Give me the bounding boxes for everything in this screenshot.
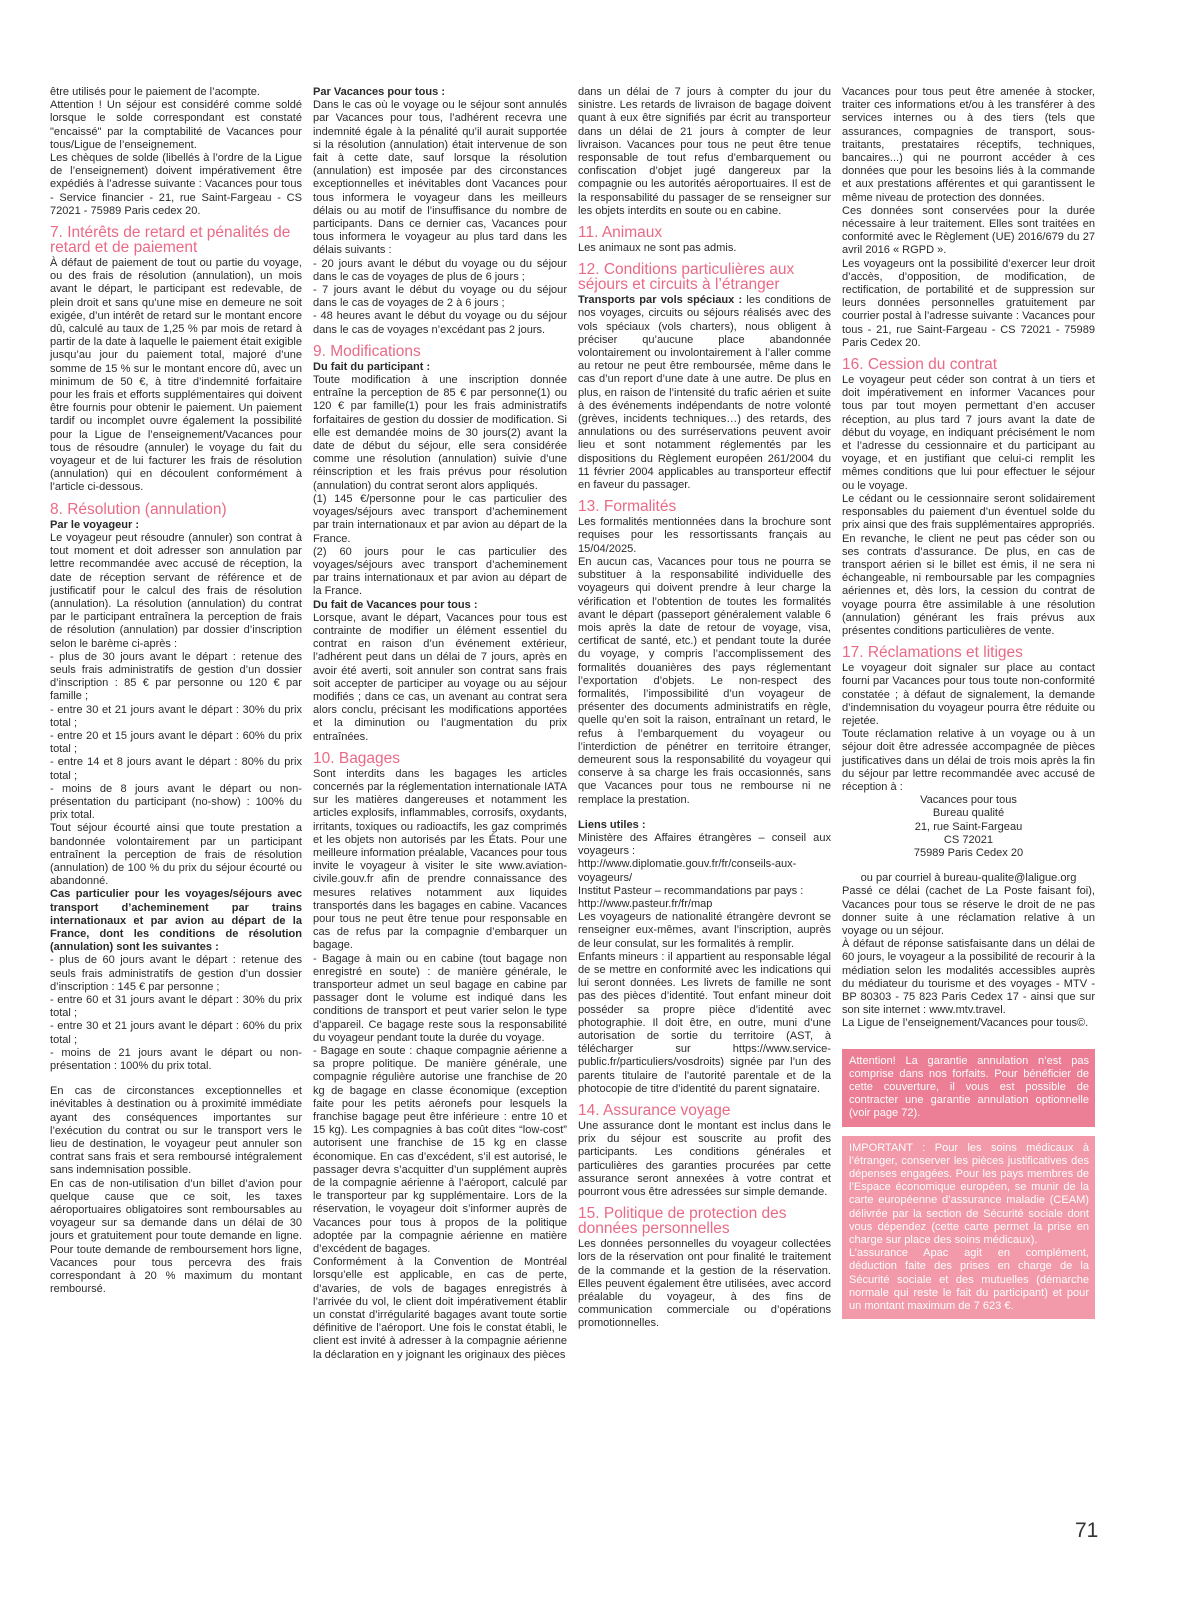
list-item: - moins de 8 jours avant le départ ou non-présentation du participant (no-show) : 100% du prix total. [50, 782, 302, 822]
paragraph: Institut Pasteur – recommandations par pays : [578, 884, 804, 897]
subheading: Liens utiles : [578, 818, 646, 831]
medical-important-box [842, 1136, 1095, 1320]
address-line: Bureau qualité [932, 807, 1005, 820]
section-heading-14: 14. Assurance voyage [578, 1102, 731, 1120]
page-number: 71 [1075, 1519, 1099, 1542]
paragraph: - Bagage à main ou en cabine (tout bagage non enregistré en soute) : de manière générale, le transporteur admet un seul bagage en cabine par passager dont le volume est indiqué dans les conditions de transport et peut varier selon le type d’appareil. Ce bagage reste sous la responsabilité du voyageur pendant toute la durée du voyage. [313, 952, 567, 1044]
paragraph: (2) 60 jours pour le cas particulier des voyages/séjours avec transport d’acheminement par trains internationaux et par avion au départ de la France. [313, 545, 567, 598]
paragraph: dans un délai de 7 jours à compter du jour du sinistre. Les retards de livraison de bagage doivent quant à eux être signifiés par écrit au transporteur dans un délai de 21 jours à compter de leur livraison. Vacances pour tous ne peut être tenue responsable de tout refus d’embarquement ou confiscation d’objet jugé dangereux par la compagnie ou les autorités aéroportuaires. Il est de la responsabilité du passager de se renseigner sur les objets interdits en soute ou en cabine. [578, 86, 831, 217]
section-heading-8: 8. Résolution (annulation) [50, 500, 227, 518]
address-line: CS 72021 [943, 833, 994, 846]
list-item: - plus de 60 jours avant le départ : retenue des seuls frais administratifs de gestion d’un dossier d’inscription : 145 € par personne ; [50, 954, 302, 993]
subheading: Par Vacances pour tous : [313, 86, 445, 98]
paragraph: Les voyageurs de nationalité étrangère devront se renseigner eux-mêmes, avant l’inscription, auprès de leur consulat, sur les formalités à remplir. [578, 911, 831, 950]
cancellation-warning-box [842, 1049, 1095, 1127]
link-diplomatie[interactable]: http://www.diplomatie.gouv.fr/fr/conseils-aux-voyageurs/ [578, 858, 797, 884]
spacer [578, 807, 831, 819]
section-heading-10: 10. Bagages [313, 749, 401, 767]
list-item: - 48 heures avant le début du voyage ou du séjour dans le cas de voyages n’excédant pas 2 jours. [313, 310, 567, 336]
paragraph: Conformément à la Convention de Montréal lorsqu’elle est applicable, en cas de perte, d’avaries, de vols de bagages enregistrés à l’arrivée du vol, le client doit impérativement établir un constat d’irrégularité bagages avant toute sortie définitive de l’aéroport. Une fois le constat établi, le client est invité à adresser à la compagnie aérienne la déclaration en y joignant les originaux des pièces [313, 1256, 567, 1361]
subheading-inline: Transports par vols spéciaux : [578, 294, 743, 307]
column-2 [313, 86, 567, 1362]
box-text: IMPORTANT : Pour les soins médicaux à l’étranger, conserver les pièces justificatives des dépenses engagées. Pour les pays membres de l’Espace économique européen, se munir de la carte européenne d’assurance maladie (CEAM) délivrée par la section de Sécurité sociale dont vous dépendez (cette carte permet la prise en charge sur place des soins médicaux). [849, 1141, 1089, 1247]
paragraph: Les données personnelles du voyageur collectées lors de la réservation ont pour finalité le traitement de la commande et la gestion de la réservation. Elles peuvent également être utilisées, avec accord préalable du voyageur, à des fins de communication commerciale ou d’opérations promotionnelles. [578, 1238, 831, 1330]
paragraph: Le voyageur peut céder son contrat à un tiers et doit impérativement en informer Vacances pour tous par tout moyen permettant d’en accuser réception, au plus tard 7 jours avant la date de début du voyage, en indiquant précisément le nom et l’adresse du cessionnaire et du participant au voyage, et en justifiant que celui-ci remplit les mêmes conditions que lui pour effectuer le séjour ou le voyage. [842, 374, 1095, 492]
column-3 [578, 86, 831, 1331]
section-heading-15: 15. Politique de protection des données personnelles [578, 1205, 787, 1238]
box-text: L’assurance Apac agit en complément, déduction faite des prises en charge de la Sécurité sociale et des mutuelles (démarche normale qui reste le fait du participant) et pour un montant maximum de 7 623 €. [849, 1247, 1089, 1313]
subheading: Du fait du participant : [313, 360, 431, 373]
column-1 [50, 86, 302, 1296]
list-item: - 20 jours avant le début du voyage ou du séjour dans le cas de voyages de plus de 6 jours ; [313, 257, 567, 283]
paragraph: Enfants mineurs : il appartient au responsable légal de se mettre en conformité avec les indications qui lui seront données. Les livrets de famille ne sont pas des pièces d’identité. Tout enfant mineur doit posséder sa propre pièce d’identité avec photographie. Il doit être, en outre, muni d’une autorisation de sortie du territoire (AST, à télécharger sur https://www.service-public.fr/particuliers/vosdroits) signée par l’un des parents titulaire de l’autorité parentale et de la photocopie de titre d’identité du parent signataire. [578, 950, 831, 1095]
paragraph: être utilisés pour le paiement de l’acompte. [50, 86, 261, 98]
section-heading-12: 12. Conditions particulières aux séjours et circuits à l’étranger [578, 261, 795, 294]
address-line: 75989 Paris Cedex 20 [913, 846, 1024, 859]
paragraph: Tout séjour écourté ainsi que toute prestation a bandonnée volontairement par un participant entraînent la perception de frais de résolution (annulation) de 100 % du prix du séjour écourté ou abandonné. [50, 822, 302, 888]
paragraph: À défaut de paiement de tout ou partie du voyage, ou des frais de résolution (annulation), un mois avant le départ, le participant est redevable, de plein droit et sans qu’une mise en demeure ne soit exigée, d’un intérêt de retard sur le montant encore dû, calculé au taux de 1,25 % par mois de retard à partir de la date à laquelle le paiement était exigible jusqu’au jour du paiement total, majoré d’une somme de 15 % sur le montant encore dû, avec un minimum de 50 €, à titre d’indemnité forfaitaire pour les frais et efforts supplémentaires qui doivent être fournis pour obtenir le paiement. Un paiement tardif ou incomplet ouvre également la possibilité pour la Ligue de l’enseignement/Vacances pour tous de résoudre (annuler) le voyage du fait du voyageur et de lui facturer les frais de résolution (annulation) qui en découlent conformément à l’article ci-dessous. [50, 257, 302, 494]
paragraph: Les voyageurs ont la possibilité d’exercer leur droit d’accès, d’opposition, de modification, de rectification, de portabilité et de suppression sur leurs données personnelles gratuitement par courrier postal à l’adresse suivante : Vacances pour tous - 21, rue Saint-Fargeau - CS 72021 - 75989 Paris Cedex 20. [842, 257, 1095, 349]
address-line: Vacances pour tous [920, 794, 1017, 807]
list-item: - moins de 21 jours avant le départ ou non-présentation : 100% du prix total. [50, 1046, 302, 1073]
paragraph: Attention ! Un séjour est considéré comme soldé lorsque le solde correspondant est constaté "encaissé" par la comptabilité de Vacances pour tous/Ligue de l’enseignement. [50, 99, 302, 151]
paragraph: Les animaux ne sont pas admis. [578, 242, 737, 255]
section-heading-11: 11. Animaux [578, 224, 663, 242]
box-text: Attention! La garantie annulation n’est pas comprise dans nos forfaits. Pour bénéficier de cette couverture, il vous est possible de contracter une garantie annulation optionnelle (voir page 72). [849, 1054, 1089, 1120]
spacer [50, 1073, 302, 1085]
subheading: Par le voyageur : [50, 518, 140, 531]
paragraph: Le cédant ou le cessionnaire seront solidairement responsables du paiement d’un éventuel solde du prix ainsi que des frais supplémentaires appropriés. En revanche, le client ne peut pas céder son ou ses contrats d’assurance. De plus, en cas de transport aérien si le billet est émis, il ne sera ni échangeable, ni remboursable par les compagnies aériennes et, dès lors, la cession du contrat de voyage pourra être assimilable à une résolution (annulation) générant les frais prévus aux présentes conditions particulières de vente. [842, 492, 1095, 637]
list-item: - entre 30 et 21 jours avant le départ : 60% du prix total ; [50, 1020, 302, 1046]
section-heading-7: 7. Intérêts de retard et pénalités de retard et de paiement [50, 224, 291, 257]
paragraph: Le voyageur peut résoudre (annuler) son contrat à tout moment et doit adresser son annulation par lettre recommandée avec accusé de réception, la date de réception servant de référence et de justificatif pour le calcul des frais de résolution (annulation). La résolution (annulation) du contrat par le participant entraînera la perception de frais de résolution (annulation) par dossier d’inscription selon le barème ci-après : [50, 531, 302, 650]
address-line: 21, rue Saint-Fargeau [914, 820, 1023, 833]
paragraph: Lorsque, avant le départ, Vacances pour tous est contrainte de modifier un élément essentiel du contrat en raison d’un événement extérieur, l’adhérent peut dans un délai de 7 jours, après en avoir été averti, soit annuler son contrat sans frais soit accepter de participer au voyage ou au séjour modifiés ; dans ce cas, un avenant au contrat sera alors conclu, précisant les modifications apportées et la diminution ou l’augmentation du prix entraînées. [313, 611, 567, 743]
paragraph: Les chèques de solde (libellés à l’ordre de la Ligue de l’enseignement) doivent impérativement être expédiés à l’adresse suivante : Vacances pour tous - Service financier - 21, rue Saint-Fargeau - CS 72021 - 75989 Paris cedex 20. [50, 152, 302, 217]
list-item: - plus de 30 jours avant le départ : retenue des seuls frais administratifs de gestion d’un dossier d’inscription : 85 € par personne ou 120 € par famille ; [50, 650, 302, 703]
paragraph: Une assurance dont le montant est inclus dans le prix du séjour est souscrite au profit des participants. Les conditions générales et particulières des garanties procurées par cette assurance seront annexées à votre contrat et pourront vous être adressées sur simple demande. [578, 1120, 831, 1199]
subheading: Cas particulier pour les voyages/séjours avec transport d’acheminement par trains internationaux et par avion au départ de la France, dont les conditions de résolution (annulation) sont les suivantes : [50, 888, 302, 954]
list-item: - entre 30 et 21 jours avant le départ : 30% du prix total ; [50, 703, 302, 729]
paragraph: Passé ce délai (cachet de La Poste faisant foi), Vacances pour tous se réserve le droit de ne pas donner suite à une réclamation relative à un voyage ou un séjour. [842, 885, 1095, 937]
paragraph: À défaut de réponse satisfaisante dans un délai de 60 jours, le voyageur a la possibilité de recourir à la médiation selon les modalités accessibles auprès du médiateur du tourisme et des voyages - MTV - BP 80303 - 75 823 Paris Cedex 17 - ainsi que sur son site internet : www.mtv.travel. [842, 938, 1095, 1017]
spacer [842, 860, 1095, 872]
paragraph: Le voyageur doit signaler sur place au contact fourni par Vacances pour tous toute non-conformité constatée ; à défaut de signalement, la demande d’indemnisation du voyageur pourra être réduite ou rejetée. [842, 662, 1095, 727]
list-item: - entre 60 et 31 jours avant le départ : 30% du prix total ; [50, 994, 302, 1020]
paragraph: Les formalités mentionnées dans la brochure sont requises pour les ressortissants français au 15/04/2025. [578, 516, 831, 555]
paragraph: En cas de circonstances exceptionnelles et inévitables à destination ou à proximité immédiate ayant des conséquences importantes sur l’exécution du contrat ou sur le transport vers le lieu de destination, le voyageur peut annuler son contrat sans frais et sera remboursé intégralement sans indemnisation possible. [50, 1085, 302, 1177]
paragraph: Ministère des Affaires étrangères – conseil aux voyageurs : [578, 831, 831, 858]
section-heading-16: 16. Cession du contrat [842, 356, 998, 374]
list-item: - entre 20 et 15 jours avant le départ : 60% du prix total ; [50, 729, 302, 756]
paragraph: Toute modification à une inscription donnée entraîne la perception de 85 € par personne(1) ou 120 € par famille(1) pour les frais administratifs forfaitaires de gestion du dossier de modification. Si elle est demandée moins de 30 jours(2) avant la date de début du séjour, elle sera considérée comme une résolution (annulation) suivie d’une réinscription et les frais prévus pour résolution (annulation) du contrat seront alors appliqués. [313, 374, 567, 492]
paragraph: Sont interdits dans les bagages les articles concernés par la réglementation internationale IATA sur les matières dangereuses et notamment les articles explosifs, inflammables, corrosifs, oxydants, irritants, toxiques ou radioactifs, les gaz comprimés et les objets non autorisés par les États. Pour une meilleure information préalable, Vacances pour tous invite le voyageur à visiter le site www.aviation-civile.gouv.fr afin de prendre connaissance des mesures relatives notamment aux liquides transportés dans les bagages en cabine. Vacances pour tous ne peut être tenue pour responsable en cas de refus par la compagnie d’embarquer un bagage. [313, 767, 568, 952]
paragraph: Dans le cas où le voyage ou le séjour sont annulés par Vacances pour tous, l’adhérent recevra une indemnité égale à la pénalité qu’il aurait supportée si la résolution (annulation) était intervenue de son fait à cette date, sauf lorsque la résolution (annulation) est imposée par des circonstances exceptionnelles et inévitables dont Vacances pour tous informera le voyageur dans les meilleurs délais ou au motif de l’insuffisance du nombre de participants. Dans ce dernier cas, Vacances pour tous informera le voyageur au plus tard dans les délais suivants : [313, 99, 567, 257]
paragraph: En aucun cas, Vacances pour tous ne pourra se substituer à la responsabilité individuelle des voyageurs qui doivent prendre à leur charge la vérification et l’obtention de toutes les formalités avant le départ (passeport généralement valable 6 mois après la date de retour de voyage, visa, certificat de santé, etc.) et pendant toute la durée du voyage, y compris l’accomplissement des formalités douanières des pays réglementant l’exportation d’objets. Le non-respect des formalités, l’impossibilité d’un voyageur de présenter des documents administratifs en règle, quelle qu’en soit la raison, entraînant un retard, le refus à l’embarquement du voyageur ou l’interdiction de pénétrer en territoire étranger, demeurent sous la responsabilité du voyageur qui conserve à sa charge les frais occasionnés, sans que Vacances pour tous ne rembourse ni ne remplace la prestation. [578, 555, 831, 806]
email-contact: ou par courriel à bureau-qualite@laligue.org [860, 872, 1077, 885]
list-item: - 7 jours avant le début du voyage ou du séjour dans le cas de voyages de 2 à 6 jours ; [313, 284, 567, 310]
section-heading-17: 17. Réclamations et litiges [842, 644, 1023, 662]
paragraph-text: les conditions de nos voyages, circuits ou séjours réalisés avec des vols spéciaux (vols charters), nous obligent à préciser qu’aucune place abandonnée volontairement ou involontairement à l’aller comme au retour ne peut être remboursée, même dans le cas d’un report d’une date à une autre. De plus en plus, en raison de l’intensité du trafic aérien et suite à des événements indépendants de notre volonté (grèves, incidents techniques…) des retards, des annulations ou des surréservations peuvent avoir lieu et sont notamment réglementés par les dispositions du Règlement européen 261/2004 du 11 février 2004 applicables au transporteur effectif en faveur du passager. [578, 294, 831, 492]
link-pasteur[interactable]: http://www.pasteur.fr/fr/map [578, 897, 713, 910]
paragraph: Ces données sont conservées pour la durée nécessaire à leur traitement. Elles sont traitées en conformité avec le Règlement (UE) 2016/679 du 27 avril 2016 « RGPD ». [842, 204, 1095, 257]
section-heading-9: 9. Modifications [313, 342, 421, 360]
paragraph: En cas de non-utilisation d’un billet d’avion pour quelque cause que ce soit, les taxes aéroportuaires obligatoires sont remboursables au voyageur sur sa demande dans un délai de 30 jours et gratuitement pour toute demande en ligne. Pour toute demande de remboursement hors ligne, Vacances pour tous percevra des frais correspondant à 20 % maximum du montant remboursé. [50, 1177, 302, 1296]
section-heading-13: 13. Formalités [578, 498, 677, 516]
paragraph: Vacances pour tous peut être amenée à stocker, traiter ces informations et/ou à les transférer à des services internes ou à des tiers (tels que assurances, compagnies de transport, sous-traitants, prestataires réceptifs, techniques, bancaires...) qui ne pourront accéder à ces données que pour les besoins liés à la commande et aux prestations afférentes et qui garantissent le même niveau de protection des données. [842, 86, 1095, 204]
column-4 [842, 86, 1095, 1319]
subheading: Du fait de Vacances pour tous : [313, 598, 478, 611]
paragraph: - Bagage en soute : chaque compagnie aérienne a sa propre politique. De manière générale, une compagnie régulière autorise une franchise de 20 kg de bagage en classe économique (exception faite pour les petits aéronefs pour lesquels la franchise bagage peut être inférieure : entre 10 et 15 kg). Les compagnies à bas coût dites “low-cost” autorisent une franchise de 15 kg en classe économique. En cas d’excédent, s’il est autorisé, le passager devra s’acquitter d’un supplément auprès de la compagnie aérienne à l’aéroport, calculé par le transporteur par kg supplémentaire. Lors de la réservation, le voyageur doit s’informer auprès de Vacances pour tous à propos de la politique adoptée par la compagnie aérienne en matière d’excédent de bagages. [313, 1045, 567, 1256]
paragraph: La Ligue de l’enseignement/Vacances pour tous©. [842, 1017, 1089, 1030]
paragraph: (1) 145 €/personne pour le cas particulier des voyages/séjours avec transport d’acheminement par train internationaux et par avion au départ de la France. [313, 492, 567, 545]
list-item: - entre 14 et 8 jours avant le départ : 80% du prix total ; [50, 756, 302, 782]
paragraph: Toute réclamation relative à un voyage ou à un séjour doit être adressée accompagnée de pièces justificatives dans un délai de trois mois après la fin du séjour par lettre recommandée avec accusé de réception à : [842, 728, 1095, 793]
paragraph [578, 294, 831, 492]
